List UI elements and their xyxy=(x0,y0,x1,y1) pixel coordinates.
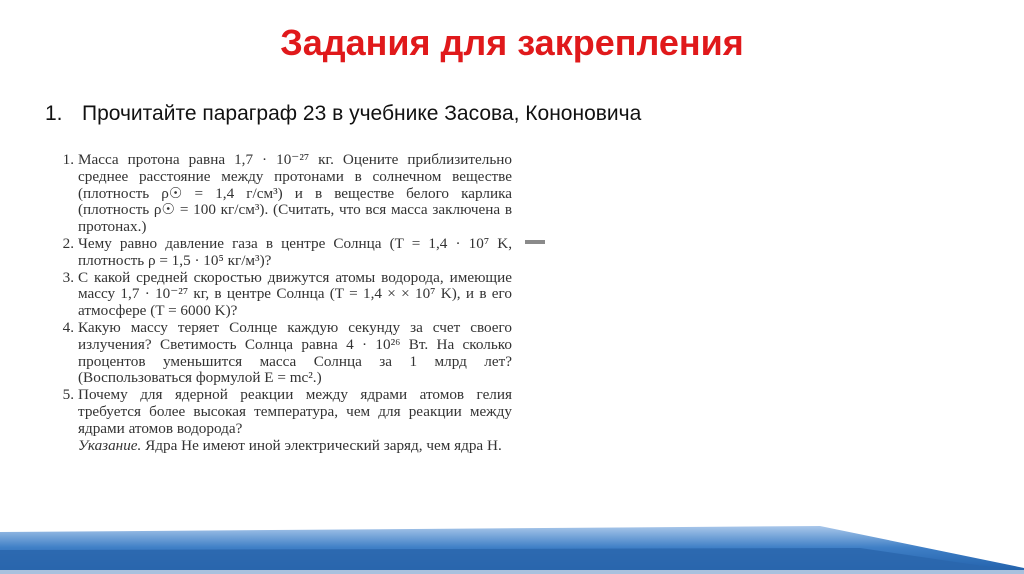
slide-title: Задания для закрепления xyxy=(280,22,744,63)
problem-item xyxy=(56,387,512,437)
task-item xyxy=(45,102,641,126)
dash-mark xyxy=(525,240,545,244)
problem-text: Какую массу теряет Солнце каждую секунду за счет своего излучения? Светимость Солнца равна 4 · 10²⁶ Вт. На сколько процентов уменьшится масса Солнца за 1 млрд лет? (Воспользоваться формулой E = mc².) xyxy=(78,318,512,387)
problem-number: 2. xyxy=(62,234,74,252)
problem-text: С какой средней скоростью движутся атомы водорода, имеющие массу 1,7 · 10⁻²⁷ кг, в центре Солнца (T = 1,4 × × 10⁷ K), и в его атмосфере (T = 6000 K)? xyxy=(78,268,512,320)
problem-text: Почему для ядерной реакции между ядрами атомов гелия требуется более высокая температура, чем для реакции между ядрами атомов водорода? xyxy=(78,386,512,437)
problem-text: Чему равно давление газа в центре Солнца (T = 1,4 · 10⁷ K, плотность ρ = 1,5 · 10⁵ кг/м³)? xyxy=(78,234,512,269)
task-text: Прочитайте параграф 23 в учебнике Засова, Кононовича xyxy=(82,102,642,125)
problem-item xyxy=(56,320,512,387)
problem-item xyxy=(56,236,512,270)
textbook-scan xyxy=(56,152,512,454)
task-number: 1. xyxy=(45,102,63,125)
problem-hint xyxy=(56,438,512,455)
problem-item xyxy=(56,152,512,236)
hint-label: Указание. xyxy=(78,436,142,454)
problem-number: 3. xyxy=(62,268,74,286)
footer-decoration xyxy=(0,522,1024,574)
problem-number: 5. xyxy=(62,386,74,404)
problem-text: Масса протона равна 1,7 · 10⁻²⁷ кг. Оцените приблизительно среднее расстояние между протонами в солнечном веществе (плотность ρ☉ = 1,4 г/см³) и в веществе белого карлика (плотность ρ☉ = 100 кг/см³). (Считать, что вся масса заключена в протонах.) xyxy=(78,151,512,236)
problem-item xyxy=(56,270,512,320)
problem-number: 4. xyxy=(62,318,74,336)
problem-number: 1. xyxy=(62,151,74,168)
hint-text: Ядра He имеют иной электрический заряд, чем ядра H. xyxy=(145,436,502,454)
